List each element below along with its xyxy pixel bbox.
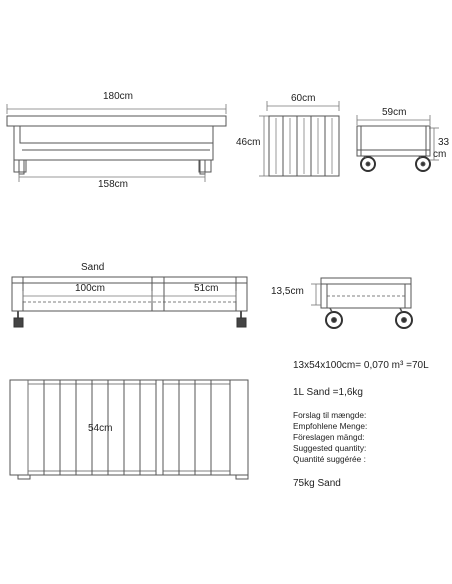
front-view	[7, 104, 226, 182]
sand-title: Sand	[81, 262, 105, 273]
base-length-label: 158cm	[98, 179, 129, 190]
suggestion-sv: Föreslagen mängd:	[293, 432, 365, 442]
sand-side-view	[311, 278, 412, 328]
side-view	[259, 101, 339, 176]
height-label: 46cm	[236, 137, 261, 148]
density-note: 1L Sand =1,6kg	[293, 387, 363, 398]
wheel-view-width-label: 59cm	[382, 107, 407, 118]
sand-right-width-label: 51cm	[194, 283, 219, 294]
top-view	[10, 380, 248, 479]
sand-left-width-label: 100cm	[75, 283, 106, 294]
suggestion-fr: Quantité suggérée :	[293, 454, 366, 464]
suggestion-da: Forslag til mængde:	[293, 410, 367, 420]
volume-note: 13x54x100cm= 0,070 m³ =70L	[293, 360, 429, 371]
top-view-depth-label: 54cm	[88, 423, 113, 434]
top-length-label: 180cm	[103, 91, 134, 102]
side-width-label: 60cm	[291, 93, 316, 104]
wheel-view-height-label-b: cm	[433, 149, 447, 160]
wheel-view-height-label-a: 33	[438, 137, 450, 148]
suggestion-en: Suggested quantity:	[293, 443, 367, 453]
sand-height-label: 13,5cm	[271, 286, 304, 297]
suggestion-de: Empfohlene Menge:	[293, 421, 368, 431]
amount-note: 75kg Sand	[293, 478, 341, 489]
wheel-view	[357, 115, 439, 171]
